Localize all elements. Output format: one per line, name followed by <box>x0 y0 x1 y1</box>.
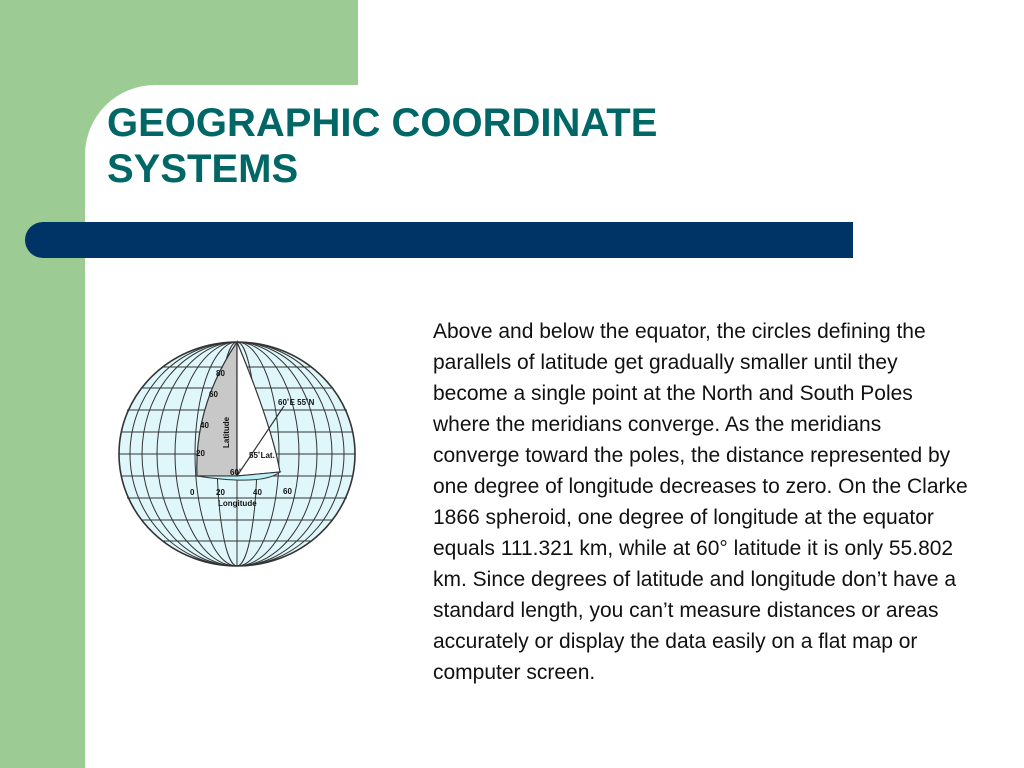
lat-tick-40: 40 <box>200 421 209 430</box>
lat-axis-label: Latitude <box>222 416 231 448</box>
lon-angle-label: 60˚ <box>230 468 242 477</box>
lat-tick-80: 80 <box>216 369 225 378</box>
title-line-1: GEOGRAPHIC COORDINATE <box>107 101 658 145</box>
point-label: 60˚E 55˚N <box>278 398 315 407</box>
lon-tick-60: 60 <box>283 487 292 496</box>
title-divider-bar <box>25 222 853 258</box>
left-green-band <box>0 0 85 768</box>
body-paragraph: Above and below the equator, the circles defining the parallels of latitude get gradually smaller until they become a single point at the North and South Poles where the meridians converge. As the meridians converge toward the poles, the distance represented by one degree of longitude decreases to zero. On the Clarke 1866 spheroid, one degree of longitude at the equator equals 111.321 km, while at 60° latitude it is only 55.802 km. Since degrees of latitude and longitude don’t have a standard length, you can’t measure distances or areas accurately or display the data easily on a flat map or computer screen. <box>433 320 968 684</box>
lat-tick-60: 60 <box>209 390 218 399</box>
globe-diagram <box>112 336 362 572</box>
title-line-2: SYSTEMS <box>107 147 299 191</box>
top-green-band <box>85 0 358 85</box>
lon-tick-0: 0 <box>190 488 195 497</box>
lon-axis-label: Longitude <box>218 499 257 508</box>
slide-title <box>107 100 787 192</box>
lon-tick-40: 40 <box>253 488 262 497</box>
lat-angle-label: 55˚Lat. <box>249 451 275 460</box>
lon-tick-20: 20 <box>216 488 225 497</box>
lat-tick-20: 20 <box>196 449 205 458</box>
